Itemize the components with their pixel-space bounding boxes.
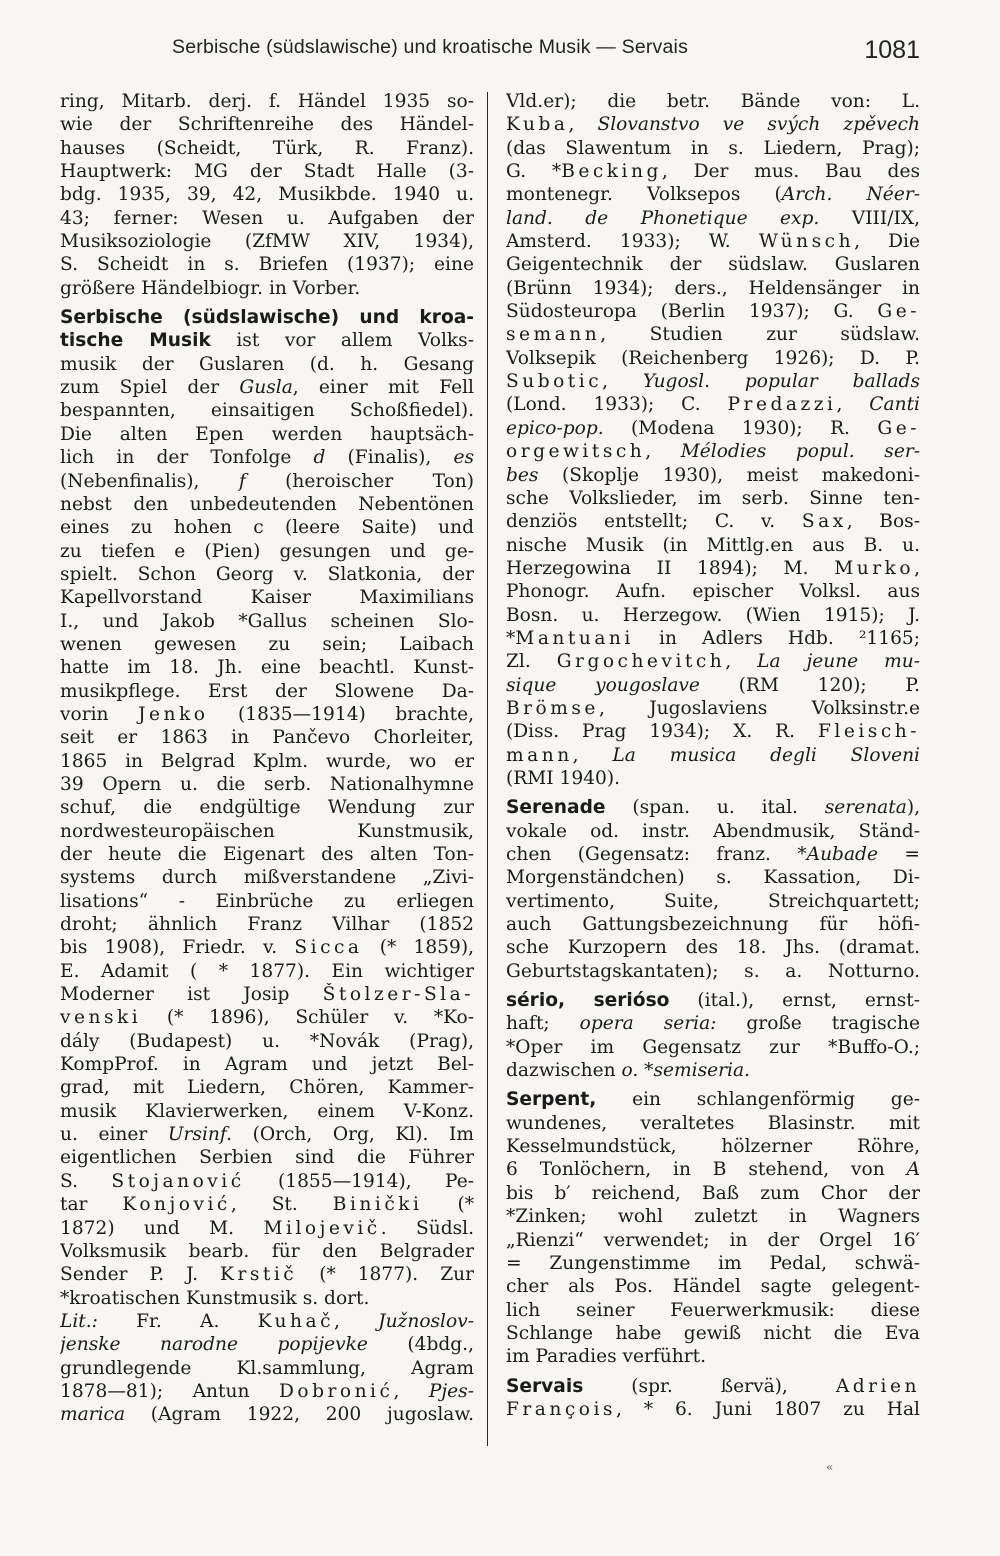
column-divider xyxy=(487,92,488,1446)
entry-heading-serbische-musik-cont: tische Musik xyxy=(60,330,211,352)
text-line: Zl. Grgochevitch, La jeune mu- xyxy=(506,651,920,673)
text-line: Schlange habe gewiß nicht die Eva xyxy=(506,1322,920,1344)
text-line: auch Gattungsbezeichnung für höfi- xyxy=(506,914,920,936)
text-line: venski (* 1896), Schüler v. *Ko- xyxy=(60,1007,474,1029)
text-line: im Paradies verführt. xyxy=(506,1346,707,1368)
text-line: Phonogr. Aufn. epischer Volksl. aus xyxy=(506,581,920,603)
text-line: musikpflege. Erst der Slowene Da- xyxy=(60,680,474,702)
text-line: nebst den unbedeutenden Nebentönen xyxy=(60,493,474,515)
text-line: wie der Schriftenreihe des Händel- xyxy=(60,114,474,136)
text-line: Amsterd. 1933); W. Wünsch, Die xyxy=(506,231,920,253)
text-line: seit er 1863 in Pančevo Chorleiter, xyxy=(60,727,474,749)
literature-line: Lit.: Fr. A. Kuhač, Južnoslov- xyxy=(60,1310,474,1332)
text-line: (Lond. 1933); C. Predazzi, Canti xyxy=(506,394,920,416)
text-line: = Zungenstimme im Pedal, schwä- xyxy=(506,1252,920,1274)
text-line: Servais (spr. ßervä), Adrien xyxy=(506,1375,920,1397)
text-line: (Diss. Prag 1934); X. R. Fleisch- xyxy=(506,721,920,743)
text-line: bespannten, einsaitigen Schoßfiedel). xyxy=(60,400,474,422)
text-line: lich in der Tonfolge d (Finalis), es xyxy=(60,447,474,469)
text-line: eigentlichen Serbien sind die Führer xyxy=(60,1147,474,1169)
text-line: schuf, die endgültige Wendung zur xyxy=(60,797,474,819)
text-line: land. de Phonetique exp. VIII/IX, xyxy=(506,207,920,229)
text-line: *kroatischen Kunstmusik s. dort. xyxy=(60,1287,370,1309)
text-line: E. Adamit ( * 1877). Ein wichtiger xyxy=(60,960,474,982)
text-line: droht; ähnlich Franz Vilhar (1852 xyxy=(60,914,474,936)
text-line: KompProf. in Agram und jetzt Bel- xyxy=(60,1054,474,1076)
entry-heading-serbische-musik: Serbische (südslawische) und kroa- xyxy=(60,307,474,329)
right-column xyxy=(506,90,920,1421)
text-line: vorin Jenko (1835—1914) brachte, xyxy=(60,703,474,725)
text-line: tische Musik ist vor allem Volks- xyxy=(60,330,474,352)
text-line: 1872) und M. Milojevič. Südsl. xyxy=(60,1217,474,1239)
stray-mark: « xyxy=(826,1460,834,1474)
text-line: Serpent, ein schlangenförmig ge- xyxy=(506,1089,920,1111)
text-line: bes (Skoplje 1930), meist makedoni- xyxy=(506,464,920,486)
text-line: S. Scheidt in s. Briefen (1937); eine xyxy=(60,254,474,276)
text-line: Herzegowina II 1894); M. Murko, xyxy=(506,557,920,579)
text-line: Kuba, Slovanstvo ve svých zpěvech xyxy=(506,114,920,136)
text-line: dazwischen o. *semiseria. xyxy=(506,1060,750,1082)
text-line: bis 1908), Friedr. v. Sicca (* 1859), xyxy=(60,937,474,959)
text-line: Subotic, Yugosl. popular ballads xyxy=(506,371,920,393)
text-line: zum Spiel der Gusla, einer mit Fell xyxy=(60,377,474,399)
text-line: bdg. 1935, 39, 42, Musikbde. 1940 u. xyxy=(60,184,474,206)
text-line: wenen gewesen zu sein; Laibach xyxy=(60,633,474,655)
text-line: 6 Tonlöchern, in B stehend, von A xyxy=(506,1159,920,1181)
text-line: nordwesteuropäischen Kunstmusik, xyxy=(60,820,474,842)
text-line: lisations“ - Einbrüche zu erliegen xyxy=(60,890,474,912)
text-line: Vld.er); die betr. Bände von: L. xyxy=(506,91,920,112)
text-line: *Mantuani in Adlers Hdb. ²1165; xyxy=(506,627,920,649)
text-line: Geigentechnik der südslaw. Guslaren xyxy=(506,254,920,276)
text-line: cher als Pos. Händel sagte gelegent- xyxy=(506,1276,920,1298)
text-line: orgewitsch, Mélodies popul. ser- xyxy=(506,441,920,463)
text-line: Volksmusik bearb. für den Belgrader xyxy=(60,1240,474,1262)
text-line: Brömse, Jugoslaviens Volksinstr.e xyxy=(506,697,920,719)
text-line: 1865 in Belgrad Kplm. wurde, wo er xyxy=(60,750,474,772)
text-line: mann, La musica degli Sloveni xyxy=(506,744,920,766)
text-line: semann, Studien zur südslaw. xyxy=(506,324,920,346)
text-line: „Rienzi“ verwendet; in der Orgel 16′ xyxy=(506,1229,920,1251)
text-line: hauses (Scheidt, Türk, R. Franz). xyxy=(60,137,474,159)
text-line: grundlegende Kl.sammlung, Agram xyxy=(60,1357,474,1379)
text-line: systems durch mißverstandene „Zivi- xyxy=(60,867,474,889)
text-line: bis b′ reichend, Baß zum Chor der xyxy=(506,1182,920,1204)
text-line: denziös entstellt; C. v. Sax, Bos- xyxy=(506,511,920,533)
text-line: Kesselmundstück, hölzerner Röhre, xyxy=(506,1136,920,1158)
text-line: vertimento, Suite, Streichquartett; xyxy=(506,890,920,912)
text-line: Geburtstagskantaten); s. a. Notturno. xyxy=(506,960,920,982)
text-line: der heute die Eigenart des alten Ton- xyxy=(60,844,474,865)
text-line: lich seiner Feuerwerkmusik: diese xyxy=(506,1299,920,1321)
text-line: Moderner ist Josip Štolzer-Sla- xyxy=(60,984,474,1006)
text-line: Hauptwerk: MG der Stadt Halle (3- xyxy=(60,161,474,183)
text-line: tar Konjović, St. Binički (* xyxy=(60,1194,474,1216)
entry-heading-serenade: Serenade xyxy=(506,797,606,819)
text-line: Volksepik (Reichenberg 1926); D. P. xyxy=(506,347,920,369)
text-line: S. Stojanović (1855—1914), Pe- xyxy=(60,1170,474,1192)
text-line: grad, mit Liedern, Chören, Kammer- xyxy=(60,1077,474,1099)
running-title: Serbische (südslawische) und kroatische Musik — Servais xyxy=(172,36,689,58)
text-line: musik der Guslaren (d. h. Gesang xyxy=(60,353,474,375)
entry-heading-serio: sério, serióso xyxy=(506,990,670,1012)
text-line: epico-pop. (Modena 1930); R. Ge- xyxy=(506,417,920,439)
page-header xyxy=(60,34,920,74)
text-line: (Nebenfinalis), f (heroischer Ton) xyxy=(60,470,474,492)
text-line: wundenes, veraltetes Blasinstr. mit xyxy=(506,1112,920,1134)
text-line: 39 Opern u. die serb. Nationalhymne xyxy=(60,773,474,795)
text-line: 43; ferner: Wesen u. Aufgaben der xyxy=(60,207,474,229)
text-line: G. *Becking, Der mus. Bau des xyxy=(506,161,920,183)
text-line: spielt. Schon Georg v. Slatkonia, der xyxy=(60,563,474,585)
text-line: Sender P. J. Krstič (* 1877). Zur xyxy=(60,1264,474,1286)
text-line: *Zinken; wohl zuletzt in Wagners xyxy=(506,1206,920,1228)
text-line: montenegr. Volksepos (Arch. Néer- xyxy=(506,184,920,206)
text-line: dály (Budapest) u. *Novák (Prag), xyxy=(60,1030,474,1052)
text-line: eines zu hohen c (leere Saite) und xyxy=(60,517,474,539)
text-line: Bosn. u. Herzegow. (Wien 1915); J. xyxy=(506,604,920,626)
text-line: u. einer Ursinf. (Orch, Org, Kl). Im xyxy=(60,1124,474,1146)
text-line: haft; opera seria: große tragische xyxy=(506,1013,920,1035)
text-line: musik Klavierwerken, einem V-Konz. xyxy=(60,1100,474,1122)
text-line: größere Händelbiogr. in Vorber. xyxy=(60,277,361,299)
text-line: sche Kurzopern des 18. Jhs. (dramat. xyxy=(506,937,920,959)
text-line: zu tiefen e (Pien) gesungen und ge- xyxy=(60,540,474,562)
text-line: vokale od. instr. Abendmusik, Ständ- xyxy=(506,820,920,842)
text-line: hatte im 18. Jh. eine beachtl. Kunst- xyxy=(60,657,474,679)
text-line: François, * 6. Juni 1807 zu Hal xyxy=(506,1398,920,1420)
text-line: Die alten Epen werden hauptsäch- xyxy=(60,423,474,445)
text-line: jenske narodne popijevke (4bdg., xyxy=(60,1334,474,1356)
text-line: Südosteuropa (Berlin 1937); G. Ge- xyxy=(506,301,920,323)
text-line: I., und Jakob *Gallus scheinen Slo- xyxy=(60,610,474,632)
text-line: 1878—81); Antun Dobronić, Pjes- xyxy=(60,1380,474,1402)
text-line: Musiksoziologie (ZfMW XIV, 1934), xyxy=(60,231,474,253)
text-line: marica (Agram 1922, 200 jugoslaw. xyxy=(60,1404,474,1426)
text-line: chen (Gegensatz: franz. *Aubade = xyxy=(506,844,920,865)
text-line: Morgenständchen) s. Kassation, Di- xyxy=(506,867,920,889)
entry-heading-serpent: Serpent, xyxy=(506,1089,597,1111)
entry-heading-servais: Servais xyxy=(506,1375,584,1397)
text-line: ring, Mitarb. derj. f. Händel 1935 so- xyxy=(60,91,474,112)
text-line: sério, serióso (ital.), ernst, ernst- xyxy=(506,990,920,1012)
text-line: sche Volkslieder, im serb. Sinne ten- xyxy=(506,487,920,509)
text-line: (Brünn 1934); ders., Heldensänger in xyxy=(506,277,920,299)
page-number: 1081 xyxy=(864,36,920,64)
text-line: nische Musik (in Mittlg.en aus B. u. xyxy=(506,534,920,556)
text-line: sique yougoslave (RM 120); P. xyxy=(506,674,920,696)
text-line: (RMI 1940). xyxy=(506,767,621,789)
text-line: *Oper im Gegensatz zur *Buffo-O.; xyxy=(506,1036,920,1058)
left-column xyxy=(60,90,474,1427)
text-line: Serenade (span. u. ital. serenata), xyxy=(506,797,920,819)
text-line: Kapellvorstand Kaiser Maximilians xyxy=(60,587,474,609)
text-line: (das Slawentum in s. Liedern, Prag); xyxy=(506,137,920,159)
